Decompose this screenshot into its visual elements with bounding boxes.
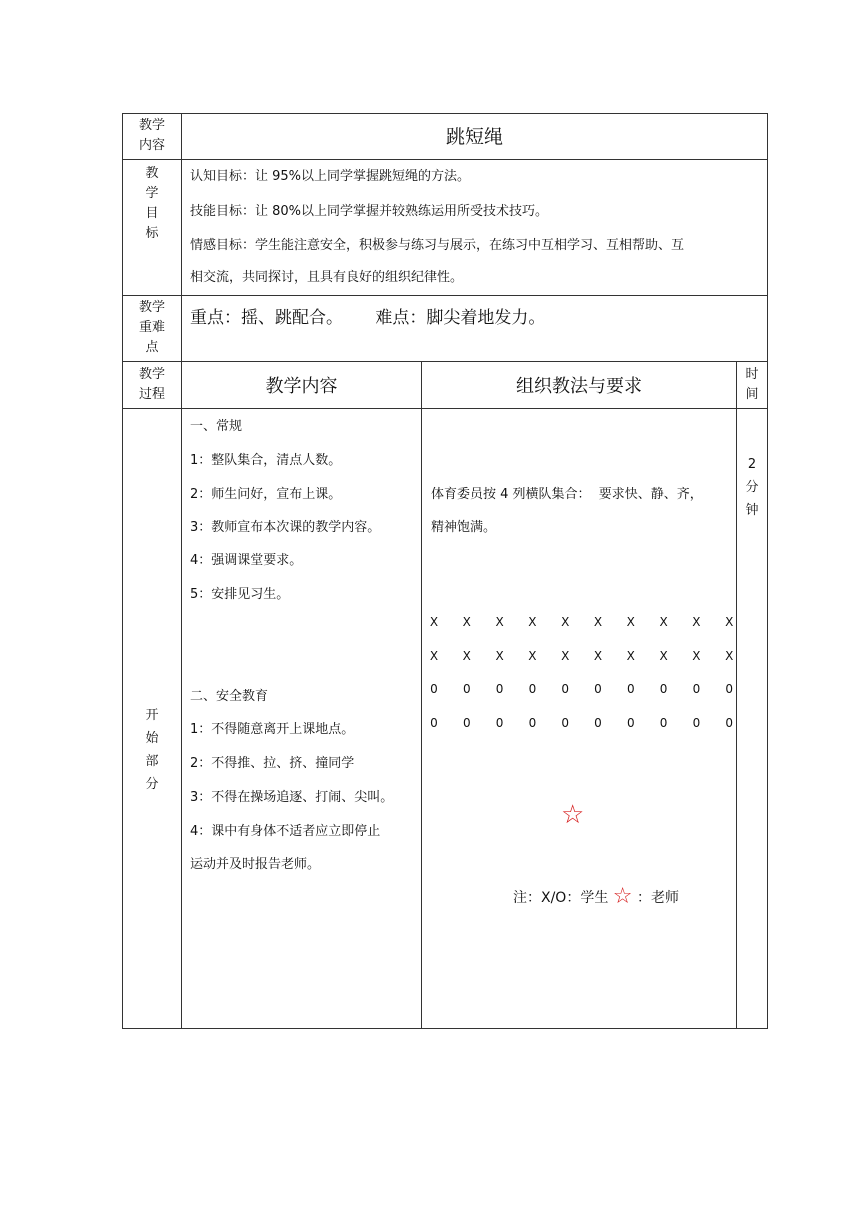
- routine-item: 1：整队集合，清点人数。: [190, 453, 342, 468]
- formation-student-mark: 0: [594, 682, 602, 696]
- objective-affective-cont: 相交流，共同探讨，且具有良好的组织纪律性。: [190, 270, 464, 285]
- formation-student-mark: 0: [528, 715, 537, 730]
- formation-student-mark: X: [659, 648, 668, 663]
- routine-item: 5：安排见习生。: [190, 587, 290, 602]
- formation-diagram: [422, 615, 736, 745]
- method-instruction: 体育委员按 4 列横队集合： 要求快、静、齐，: [431, 487, 703, 502]
- table-border: [122, 361, 768, 362]
- formation-student-mark: X: [593, 648, 603, 663]
- key-points-label: [123, 298, 181, 358]
- objective-skill: 技能目标：让 80%以上同学掌握并较熟练运用所受技术技巧。: [190, 204, 549, 219]
- time-duration-char: 分: [745, 480, 759, 495]
- key-points-label-line2: 重难: [138, 320, 165, 335]
- formation-student-mark: 0: [692, 715, 701, 730]
- legend-star-icon: ☆: [612, 884, 633, 909]
- formation-student-mark: X: [692, 648, 701, 663]
- safety-item-cont: 运动并及时报告老师。: [190, 857, 321, 872]
- objective-cognitive: 认知目标：让 95%以上同学掌握跳短绳的方法。: [190, 169, 471, 184]
- table-border: [122, 113, 768, 114]
- formation-student-mark: X: [626, 648, 635, 663]
- legend-note: [513, 884, 679, 911]
- table-border: [122, 408, 768, 409]
- objectives-label-char: 标: [145, 226, 159, 241]
- formation-student-mark: X: [659, 615, 668, 629]
- objectives-label-char: 目: [145, 206, 159, 221]
- formation-student-mark: X: [725, 615, 734, 629]
- routine-heading: 一、常规: [190, 419, 243, 434]
- key-points-label-line1: 教学: [138, 300, 165, 315]
- objective-affective: 情感目标：学生能注意安全，积极参与练习与展示，在练习中互相学习、互相帮助、互: [190, 238, 685, 253]
- start-section-label-char: 分: [145, 777, 159, 792]
- safety-item: 3：不得在操场追逐、打闹、尖叫。: [190, 790, 394, 805]
- content-label-line2: 内容: [138, 138, 165, 153]
- formation-student-mark: X: [626, 615, 635, 629]
- formation-student-mark: 0: [462, 715, 471, 730]
- formation-student-mark: 0: [594, 715, 602, 730]
- formation-student-mark: X: [528, 648, 537, 663]
- objectives-label: [123, 164, 181, 244]
- formation-student-mark: 0: [561, 682, 569, 696]
- table-border: [767, 113, 768, 1029]
- key-points-label-line3: 点: [145, 340, 159, 355]
- routine-item: 2：师生问好，宣布上课。: [190, 487, 342, 502]
- content-label: [123, 116, 181, 156]
- content-label-line1: 教学: [138, 118, 165, 133]
- column-header-time-line2: 间: [745, 387, 759, 402]
- process-label-line1: 教学: [138, 367, 165, 382]
- routine-item: 3：教师宣布本次课的教学内容。: [190, 520, 381, 535]
- lesson-title: 跳短绳: [445, 126, 503, 148]
- formation-student-mark: 0: [626, 715, 635, 730]
- safety-heading: 二、安全教育: [190, 689, 269, 704]
- formation-student-mark: 0: [725, 715, 733, 730]
- safety-item: 2：不得推、拉、挤、撞同学: [190, 756, 355, 771]
- table-border: [122, 113, 123, 1029]
- formation-student-mark: X: [462, 615, 471, 629]
- routine-item: 4：强调课堂要求。: [190, 553, 303, 568]
- time-duration: [737, 453, 767, 522]
- objectives-label-char: 教: [145, 166, 159, 181]
- formation-student-mark: 0: [430, 715, 438, 730]
- formation-student-mark: 0: [430, 682, 438, 696]
- formation-student-mark: X: [692, 615, 701, 629]
- legend-students: 注：X/O：学生: [513, 890, 609, 906]
- table-border: [122, 295, 768, 296]
- table-border: [181, 113, 182, 1029]
- formation-student-mark: 0: [495, 682, 504, 696]
- column-header-content: 教学内容: [265, 376, 338, 397]
- process-label-line2: 过程: [138, 387, 165, 402]
- column-header-time: [737, 365, 767, 405]
- formation-student-mark: 0: [528, 682, 537, 696]
- start-section-label-char: 始: [145, 731, 159, 746]
- start-section-label: [123, 704, 181, 796]
- formation-student-mark: X: [429, 648, 439, 663]
- formation-student-mark: 0: [659, 682, 668, 696]
- safety-item: 4：课中有身体不适者应立即停止: [190, 824, 381, 839]
- objectives-label-char: 学: [145, 186, 159, 201]
- key-points-text: 重点：摇、跳配合。 难点：脚尖着地发力。: [190, 308, 546, 328]
- formation-student-mark: 0: [725, 682, 733, 696]
- time-duration-char: 钟: [745, 503, 759, 518]
- formation-student-mark: 0: [561, 715, 569, 730]
- formation-student-mark: 0: [462, 682, 471, 696]
- formation-student-mark: X: [561, 648, 570, 663]
- formation-student-mark: X: [495, 648, 504, 663]
- method-instruction-cont: 精神饱满。: [431, 520, 497, 535]
- column-header-time-line1: 时: [745, 367, 759, 382]
- safety-item: 1：不得随意离开上课地点。: [190, 722, 355, 737]
- time-duration-number: 2: [747, 457, 757, 472]
- formation-student-mark: X: [725, 648, 734, 663]
- process-label: [123, 365, 181, 405]
- formation-student-mark: X: [593, 615, 603, 629]
- formation-student-mark: 0: [626, 682, 635, 696]
- formation-student-mark: X: [429, 615, 439, 629]
- formation-student-mark: 0: [692, 682, 701, 696]
- formation-student-mark: X: [561, 615, 570, 629]
- formation-student-mark: X: [495, 615, 504, 629]
- formation-student-mark: X: [462, 648, 471, 663]
- teacher-star-icon: ☆: [561, 800, 585, 830]
- formation-student-mark: 0: [659, 715, 668, 730]
- formation-student-mark: X: [528, 615, 537, 629]
- formation-student-mark: 0: [495, 715, 504, 730]
- table-border: [122, 159, 768, 160]
- column-header-method: 组织教法与要求: [516, 376, 642, 397]
- start-section-label-char: 部: [145, 754, 159, 769]
- legend-teacher: ：老师: [636, 890, 679, 906]
- table-border: [122, 1028, 768, 1029]
- start-section-label-char: 开: [145, 708, 159, 723]
